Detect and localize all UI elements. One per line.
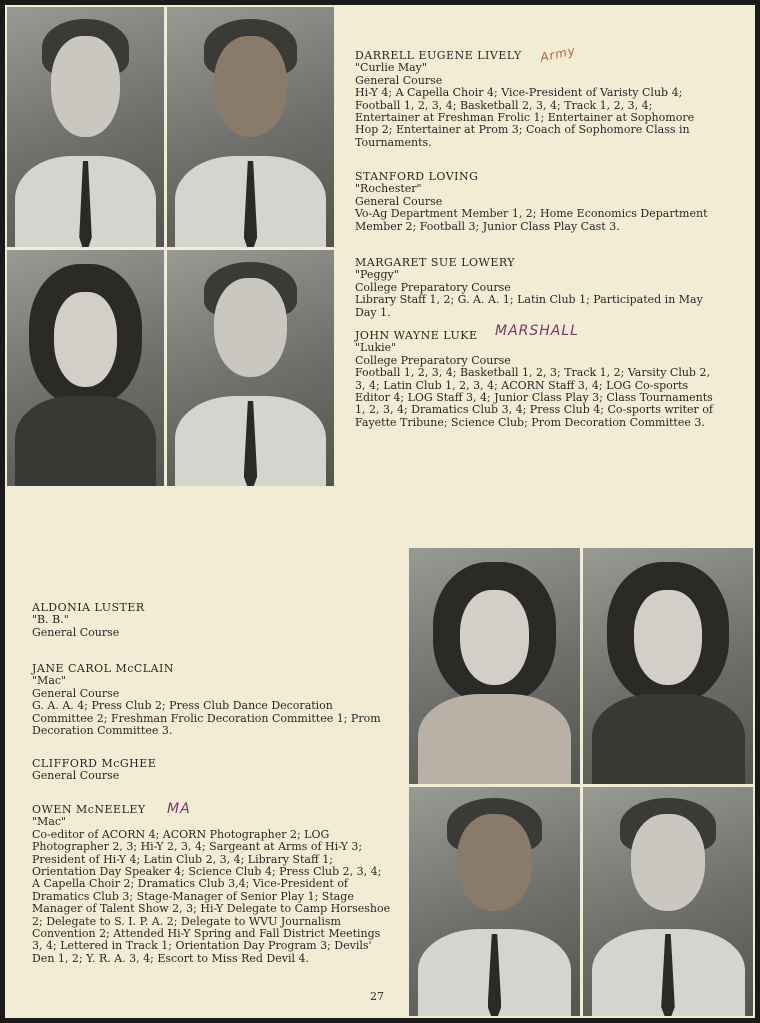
student-name: STANFORD LOVING — [355, 170, 479, 183]
student-course: General Course — [32, 625, 120, 639]
student-entry-aldonia-luster — [32, 602, 392, 639]
student-activities: Library Staff 1, 2; G. A. A. 1; Latin Club 1; Participated in May Day 1. — [355, 293, 703, 319]
student-course: General Course — [32, 686, 120, 700]
student-course: General Course — [32, 769, 120, 783]
student-nickname: "Peggy" — [355, 268, 399, 282]
student-activities: Hi-Y 4; A Capella Choir 4; Vice-President of Varisty Club 4; Football 1, 2, 3, 4; Basketball 2, 3, 4; Track 1, 2, 3, 4; Entertainer at Freshman Frolic 1; Entertainer at Sophomore Hop 2; Entertainer at Prom 3; Coach of Sophomore Class in Tournaments. — [355, 86, 695, 149]
portrait-aldonia-luster — [409, 548, 580, 784]
student-name: ALDONIA LUSTER — [32, 601, 145, 614]
student-entry-clifford-mcghee — [32, 758, 392, 783]
student-name: JOHN WAYNE LUKE — [355, 329, 478, 342]
handwritten-note-marshall: MARSHALL — [495, 323, 579, 339]
student-name: CLIFFORD McGHEE — [32, 757, 157, 770]
student-activities: Co-editor of ACORN 4; ACORN Photographer 2; LOG Photographer 2, 3; Hi-Y 2, 3, 4; Sargeant at Arms of Hi-Y 3; President of Hi-Y 4; Latin Club 2, 3, 4; Library Staff 1; Orientation Day Speaker 4; Science Club 4; Press Club 2, 3, 4; A Capella Choir 2; Dramatics Club 3,4; Vice-President of Dramatics Club 3; Stage-Manager of Senior Play 1; Stage Manager of Talent Show 2, 3; Hi-Y Delegate to Camp Horseshoe 2; Delegate to S. I. P. A. 2; Delegate to WVU Journalism Convention 2; Attended Hi-Y Spring and Fall District Meetings 3, 4; Lettered in Track 1; Orientation Day Program 3; Devils' Den 1, 2; Y. R. A. 3, 4; Escort to Miss Red Devil 4. — [32, 827, 391, 965]
student-entry-owen-mcneeley — [32, 804, 392, 965]
student-entry-margaret-lowery — [355, 257, 715, 319]
student-nickname: "Rochester" — [355, 182, 422, 196]
student-course: College Preparatory Course — [355, 280, 511, 294]
handwritten-note-ma: MA — [167, 801, 191, 817]
page-number: 27 — [370, 990, 384, 1003]
student-nickname: "Mac" — [32, 815, 67, 829]
portrait-stanford-loving — [167, 7, 334, 247]
student-course: College Preparatory Course — [355, 353, 511, 367]
portrait-john-luke — [167, 250, 334, 486]
student-entry-jane-mcclain — [32, 663, 392, 737]
portrait-clifford-mcghee — [409, 787, 580, 1016]
student-course: General Course — [355, 194, 443, 208]
student-activities: Football 1, 2, 3, 4; Basketball 1, 2, 3; Track 1, 2; Varsity Club 2, 3, 4; Latin Club 1, 2, 3, 4; ACORN Staff 3, 4; LOG Co-sports Editor 4; LOG Staff 3, 4; Junior Class Play 3; Class Tournaments 1, 2, 3, 4; Dramatics Club 3, 4; Press Club 4; Co-sports writer of Fayette Tribune; Science Club; Prom Decoration Committee 3. — [355, 366, 713, 429]
student-name: MARGARET SUE LOWERY — [355, 256, 516, 269]
student-nickname: "Lukie" — [355, 341, 397, 355]
yearbook-page — [5, 5, 755, 1018]
student-course: General Course — [355, 73, 443, 87]
student-nickname: "B. B." — [32, 613, 69, 627]
portrait-margaret-lowery — [7, 250, 164, 486]
portrait-darrell-lively — [7, 7, 164, 247]
student-name: DARRELL EUGENE LIVELY — [355, 49, 522, 62]
student-activities: Vo-Ag Department Member 1, 2; Home Economics Department Member 2; Football 3; Junior Class Play Cast 3. — [355, 207, 708, 233]
student-nickname: "Mac" — [32, 674, 67, 688]
student-entry-john-luke — [355, 330, 715, 429]
handwritten-note-army: Army — [538, 43, 578, 65]
student-nickname: "Curlie May" — [355, 61, 427, 75]
student-name: OWEN McNEELEY — [32, 803, 146, 816]
student-entry-stanford-loving — [355, 171, 715, 233]
portrait-owen-mcneeley — [583, 787, 753, 1016]
student-entry-darrell-lively — [355, 50, 715, 149]
student-activities: G. A. A. 4; Press Club 2; Press Club Dance Decoration Committee 2; Freshman Frolic Decoration Committee 1; Prom Decoration Committee 3. — [32, 699, 381, 738]
student-name: JANE CAROL McCLAIN — [32, 662, 175, 675]
portrait-jane-mcclain — [583, 548, 753, 784]
